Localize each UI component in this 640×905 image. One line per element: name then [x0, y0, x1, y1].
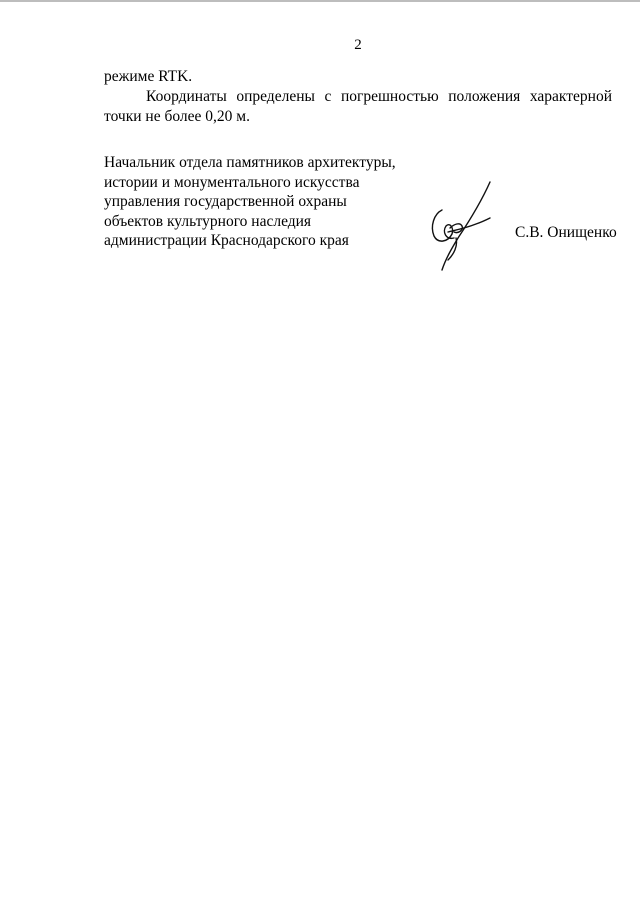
signer-name: С.В. Онищенко — [515, 224, 617, 241]
position-line: истории и монументального искусства — [104, 173, 360, 191]
handwritten-signature — [420, 180, 500, 272]
position-line: Начальник отдела памятников архитектуры, — [104, 154, 396, 171]
position-line: объектов культурного наследия — [104, 212, 312, 230]
signatory-position — [104, 153, 404, 251]
page-number: 2 — [354, 37, 362, 53]
page-top-edge — [0, 0, 640, 2]
document-body — [104, 67, 612, 127]
position-line: управления государственной охраны — [104, 193, 347, 210]
body-paragraph: Координаты определены с погрешностью положения характерной точки не более 0,20 м. — [104, 88, 612, 125]
body-line-continuation: режиме RTK. — [104, 68, 193, 85]
position-line: администрации Краснодарского края — [104, 232, 349, 249]
